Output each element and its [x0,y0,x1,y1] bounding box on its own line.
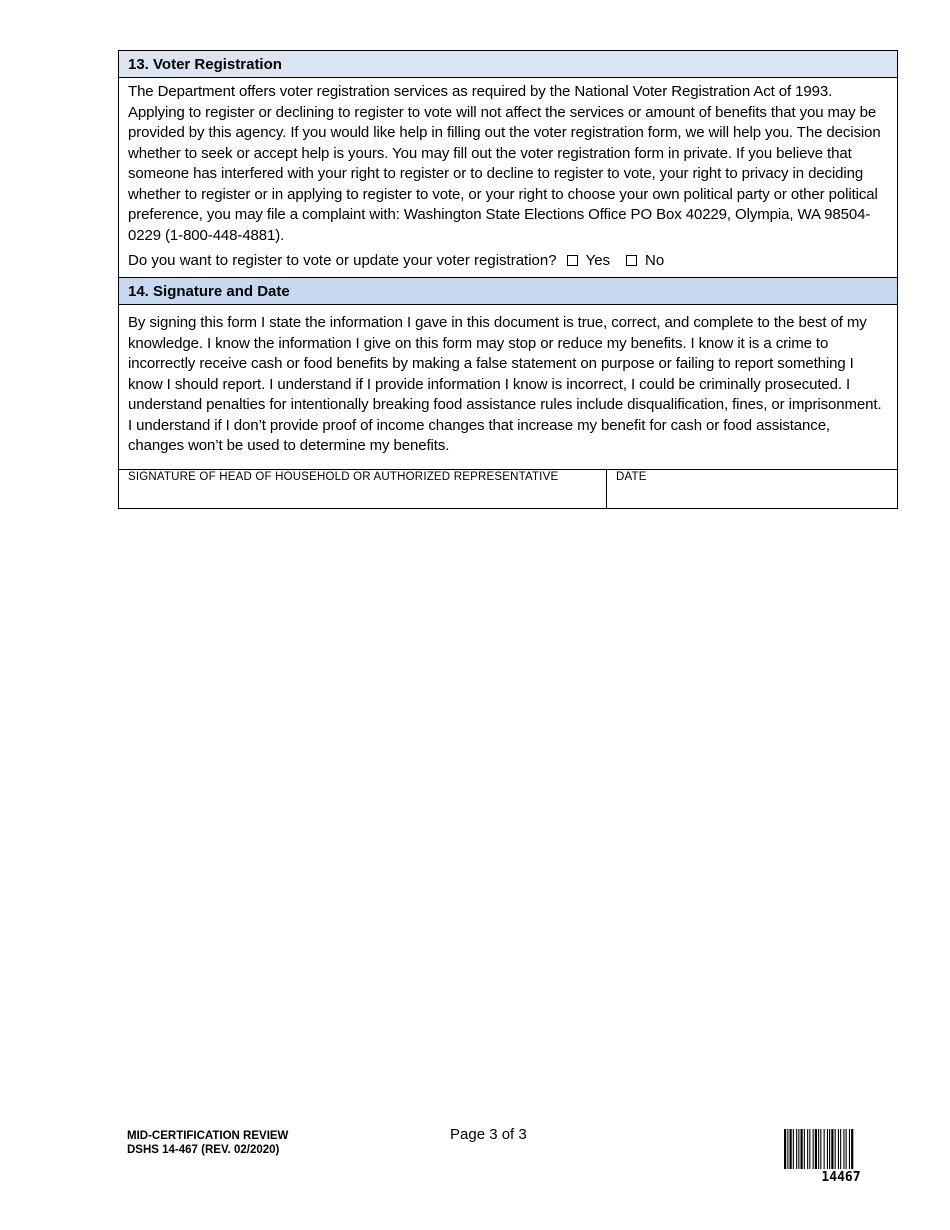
no-label: No [645,252,665,269]
section-14-header: 14. Signature and Date [119,277,897,305]
yes-label: Yes [585,252,611,269]
date-field[interactable] [607,470,897,508]
form-number: DSHS 14-467 (REV. 02/2020) [127,1144,280,1156]
yes-checkbox[interactable] [567,255,578,266]
date-label: DATE [616,470,647,483]
form-identifier [127,1129,288,1157]
signature-row [119,470,897,508]
signature-field[interactable] [119,470,607,508]
voter-registration-question [119,248,897,277]
barcode [784,1129,892,1185]
section-13-body: The Department offers voter registration services as required by the National Voter Registration Act of 1993. Applying to register or declining to register to vote will not affect the services or amount of benefits that you may be provided by this agency. If you would like help in filling out the voter registration form, we will help you. The decision whether to seek or accept help is yours. You may fill out the voter registration form in private. If you believe that someone has interfered with your right to register or to decline to register to vote, your right to privacy in deciding whether to register or in applying to register to vote, or your right to choose your own political party or other political preference, you may file a complaint with: Washington State Elections Office PO Box 40229, Olympia, WA 98504-0229 (1-800-448-4881). [128,83,881,244]
voter-question-text: Do you want to register to vote or update your voter registration? [128,252,557,269]
page-number: Page 3 of 3 [450,1126,527,1143]
barcode-icon [784,1129,892,1169]
form-table [118,50,898,509]
section-14-body: By signing this form I state the information I gave in this document is true, correct, and complete to the best of my knowledge. I know the information I give on this form may stop or reduce my benefits. I know it is a crime to incorrectly receive cash or food benefits by making a false statement on purpose or failing to report something I know I should report. I understand if I provide information I know is incorrect, I could be criminally prosecuted. I understand penalties for intentionally breaking food assistance rules include disqualification, fines, or imprisonment. I understand if I don’t provide proof of income changes that increase my benefit for cash or food assistance, changes won’t be used to determine my benefits. [119,305,897,470]
section-13-header: 13. Voter Registration [119,51,897,78]
signature-label: SIGNATURE OF HEAD OF HOUSEHOLD OR AUTHORIZED REPRESENTATIVE [128,470,559,483]
form-name: MID-CERTIFICATION REVIEW [127,1130,289,1142]
barcode-number: 14467 [821,1170,861,1185]
no-checkbox[interactable] [626,255,637,266]
